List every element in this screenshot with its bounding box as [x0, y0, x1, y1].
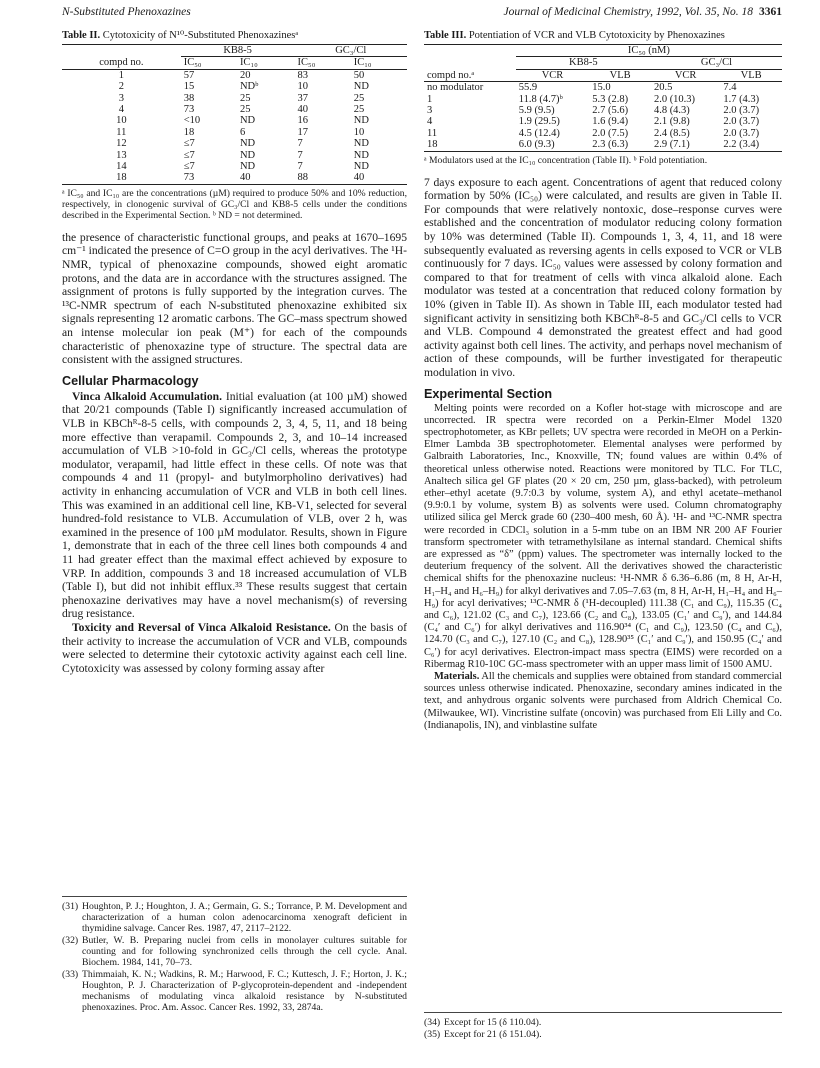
table-cell: 6.0 (9.3): [516, 139, 590, 151]
table-cell: 50: [353, 69, 365, 81]
table3-group-gc3cl: GC₃/Cl: [651, 57, 782, 69]
table-row: [424, 139, 782, 151]
table-cell: 2.0 (10.3): [653, 93, 696, 105]
running-head-left: N-Substituted Phenoxazines: [62, 6, 191, 18]
table3-col-kb-vlb: VLB: [589, 69, 651, 81]
table-cell: 88: [295, 172, 351, 184]
runin-materials: Materials.: [434, 671, 480, 683]
table-cell: 2.1 (9.8): [653, 116, 690, 128]
table-cell: 17: [297, 126, 309, 138]
table-cell: 15.0: [592, 82, 611, 94]
table-cell: NDᵇ: [239, 81, 259, 93]
table-cell: 83: [297, 69, 309, 81]
table-cell: 4.5 (12.4): [518, 127, 560, 139]
table2-label: Table II.: [62, 30, 101, 41]
table-cell: 2.0 (3.7): [723, 116, 760, 128]
toxicity-text: On the basis of their activity to increase the accumulation of VCR and VLB, compounds were selected to determine their cytotoxic activity against each cell line. Cytotoxicity was assessed by colony forming assay after: [62, 620, 407, 675]
table-cell: 1.9 (29.5): [518, 116, 560, 128]
vinca-text: Initial evaluation (at 100 µM) showed that 20/21 compounds (Table I) significantly increased accumulation of VLB in KBChᴿ-8-5 cells, with compounds 2, 3, 4, 5, 11, and 18 being more effective than verapamil. Compounds 2, 3, and 10–14 increased accumulation of VLB >10-fold in GC₃/Cl cells, whereas the prototype modulator, verapamil, had little effect in these cells. Of note was that compounds 4 and 11 (propyl- and butylmorpholino derivatives) had activity in enhancing accumulation of VCR and VLB in both cell lines. This was examined in an additional cell line, KB-V1, selected for several hundred-fold resistance to VLB. Accumulation of VLB, over 2 h, was examined in the presence of 100 µM modulator. Results, shown in Figure 1, demonstrate that in each of the three cell lines both compounds 4 and 11 had greater effect than the maximal effect achieved by exposure to VRP. In addition, compounds 3 and 18 increased accumulation of VLB (Table I), but did not inhibit efflux.³³ These results suggest that certain phenoxazine derivatives may have a novel mechanism(s) of reversing drug resistance.: [62, 389, 407, 621]
table-cell: 2.4 (8.5): [653, 127, 690, 139]
table-cell: ND: [239, 138, 256, 150]
table-cell: 40: [351, 172, 407, 184]
table-cell: ND: [239, 161, 256, 173]
table-cell: 4.8 (4.3): [653, 105, 690, 117]
table-cell: <10: [183, 115, 201, 127]
left-para-vinca: [62, 390, 407, 621]
table2: [62, 44, 407, 185]
table-row: [424, 94, 782, 105]
table-cell: 25: [353, 92, 365, 104]
table-cell: ≤7: [183, 138, 195, 150]
table-cell: 1: [427, 93, 433, 105]
table-cell: 11: [427, 127, 438, 139]
table-row: [62, 127, 407, 138]
table-cell: 18: [424, 139, 516, 151]
table-cell: 7: [297, 161, 303, 173]
table-cell: 1.7 (4.3): [723, 93, 760, 105]
table-row: [62, 115, 407, 126]
table-cell: ND: [239, 115, 256, 127]
table-row: [62, 104, 407, 115]
table3-top-header: IC₅₀ (nM): [516, 45, 782, 57]
left-column: [62, 30, 407, 675]
table-cell: ND: [353, 138, 369, 150]
table-cell: 37: [297, 92, 309, 104]
table-cell: 15: [183, 81, 195, 93]
table-cell: 4: [427, 116, 433, 128]
runin-toxicity: Toxicity and Reversal of Vinca Alkaloid Resistance.: [72, 620, 331, 634]
table-cell: 57: [183, 69, 195, 81]
table-cell: 13: [116, 149, 127, 161]
references-right: [424, 1012, 782, 1041]
table-cell: 11.8 (4.7)ᵇ: [518, 93, 563, 105]
table-cell: 14: [116, 161, 127, 173]
table-cell: 2.0 (3.7): [723, 105, 760, 117]
running-head: [62, 6, 782, 22]
table2-group-kb85: KB8-5: [181, 45, 295, 57]
table-row: [62, 161, 407, 172]
table-cell: 20: [239, 69, 251, 81]
right-para-results: 7 days exposure to each agent. Concentrations of agent that reduced colony formation by 50% (IC₅₀) were calculated, and results are given in Table II. For compounds that were relatively nontoxic, dose–response curves were established and the concentration of modulator reducing colony formation by 10% was determined (Table II). Compounds 1, 3, 4, 11, and 18 were subsequently evaluated as reversing agents in cells exposed to VCR or VLB continuously for 7 days. IC₅₀ values were assessed by colony formation and compared to that for treatment of cells with vinca alkaloid alone. Each modulator was tested at a concentration that reduced colony formation by 10% (given in Table II). As shown in Table III, each modulator tested had significant activity in sensitizing both KBChᴿ-8-5 and GC₃/Cl cells to VCR and VLB. Compound 4 demonstrated the greatest effect and had good activity against both cell lines. The activity, and perhaps novel mechanism of action of these compounds, will be further investigated for therapeutic modulation in vivo.: [424, 175, 782, 379]
table-cell: 12: [116, 138, 127, 150]
table-cell: 7: [297, 149, 303, 161]
reference-item: (31) Houghton, P. J.; Houghton, J. A.; Germain, G. S.; Torrance, P. M. Development and characterization of a human colon adenocarcinoma xenograft deficient in thymidine salvage. Cancer Res. 1987, 47, 2117–2122.: [62, 901, 407, 934]
table-cell: 18: [62, 172, 181, 184]
table-cell: 2.0 (3.7): [723, 127, 760, 139]
table-row: [424, 105, 782, 116]
table-cell: 7: [297, 138, 303, 150]
table-cell: no modulator: [427, 82, 484, 94]
table-cell: 7.4: [723, 82, 737, 94]
table3-label: Table III.: [424, 30, 467, 41]
page-number: 3361: [759, 6, 782, 18]
table3-col-kb-vcr: VCR: [516, 69, 590, 81]
table2-col-kb-ic10: IC₁₀: [237, 57, 295, 69]
materials-text: All the chemicals and supplies were obtained from standard commercial sources unless otherwise indicated. Phenoxazine, secondary amines indicated in the text, and anhydrous organic solvents were purchased from Aldrich Chemical Co. (Milwaukee, WI). Vincristine sulfate (oncovin) was purchased from Eli Lilly and Co. (Indianapolis, IN), and vinblastine sulfate: [424, 671, 782, 731]
table-cell: 40: [297, 104, 309, 116]
table-cell: ≤7: [183, 161, 195, 173]
table-cell: 2.9 (7.1): [651, 139, 720, 151]
table3-body: [424, 82, 782, 151]
table3-group-kb85: KB8-5: [516, 57, 651, 69]
reference-item: (34) Except for 15 (δ 110.04).: [424, 1017, 542, 1028]
table-cell: 20.5: [653, 82, 673, 94]
table-cell: 25: [239, 104, 251, 116]
table-row: [62, 81, 407, 92]
table3-col-compd: compd no.ᵃ: [424, 69, 516, 81]
right-para-materials: [424, 671, 782, 732]
right-para-experimental: Melting points were recorded on a Kofler hot-stage with microscope and are uncorrected. IR spectra were recorded on a Perkin-Elmer Model 1320 spectrophotometer, as KBr pellets; UV spectra were recorded in MeOH on a Perkin-Elmer Lambda 3B spectrophotometer. Elemental analyses were performed by Galbraith Laboratories, Inc., Knoxville, TN; found values are within 0.4% of theoretical unless otherwise noted. Reactions were monitored by TLC. For TLC, Analtech silica gel GF plates (20 × 20 cm, 250 µm, glass-backed), with petroleum ether–ethyl acetate (9.7:0.3 by volume, system A), and ethyl acetate–methanol (9.9:0.1 by volume, system B) as solvents were used. Column chromatography utilized silica gel Merck grade 60 (230–400 mesh, 60 Å). ¹H- and ¹³C-NMR spectra were recorded in CDCl₃ solution in a 5-mm tube on an IBM NR 200 AF Fourier transform spectrometer with tetramethylsilane as internal standard. Chemical shifts are expressed as “δ” (ppm) values. The spectrometer was internally locked to the deuterium frequency of the solvent. All the derivatives showed the characteristic chemical shifts for the phenoxazine nucleus: ¹H-NMR δ 6.36–6.86 (m, 8 H, Ar-H, H₁–H₄ and H₆–H₉) for alkyl derivatives and 7.05–7.63 (m, 8 H, Ar-H, H₁–H₄ and H₆–H₉) for acyl derivatives; ¹³C-NMR δ (¹H-decoupled) 111.38 (C₁ and C₉), 115.35 (C₄ and C₆), 121.02 (C₃ and C₇), 123.66 (C₂ and C₈), 133.05 (C₁′ and C₉′), and 144.84 (C₄′ and C₆′) for alkyl derivatives and 116.90³⁴ (C₁ and C₉), 123.50 (C₄ and C₆), 124.70 (C₃ and C₇), 127.10 (C₂ and C₈), 128.90³⁵ (C₁′ and C₉′), and 150.95 (C₄′ and C₆′) for acyl derivatives. Electron-impact mass spectra (EIMS) were recorded on a Ribermag R10-10C GC-mass spectrometer with an upper mass limit of 1500 AMU.: [424, 402, 782, 670]
table-cell: 73: [181, 172, 237, 184]
table-cell: 2.7 (5.6): [592, 105, 629, 117]
table-cell: ND: [353, 115, 369, 127]
table2-col-kb-ic50: IC₅₀: [181, 57, 237, 69]
table-cell: 16: [297, 115, 309, 127]
table-cell: 18: [183, 126, 195, 138]
table-row: [62, 150, 407, 161]
right-column: [424, 30, 782, 732]
table3-title: Potentiation of VCR and VLB Cytotoxicity by Phenoxazines: [468, 30, 725, 41]
table-cell: 5.9 (9.5): [518, 105, 555, 117]
table-cell: 25: [239, 92, 251, 104]
table-row: [62, 138, 407, 149]
table3-footnote: ᵃ Modulators used at the IC₁₀ concentration (Table II). ᵇ Fold potentiation.: [424, 154, 708, 166]
reference-item: (35) Except for 21 (δ 151.04).: [424, 1029, 542, 1040]
table-cell: 55.9: [518, 82, 538, 94]
table3-col-gc-vlb: VLB: [720, 69, 782, 81]
table-cell: ND: [239, 149, 256, 161]
table-row: [62, 93, 407, 104]
table-cell: ND: [353, 81, 369, 93]
table-row: [424, 82, 782, 94]
table2-col-compd: compd no.: [62, 57, 181, 69]
table-cell: 4: [118, 104, 124, 116]
table-cell: ND: [353, 161, 369, 173]
table2-title: Cytotoxicity of N¹⁰-Substituted Phenoxazinesᵃ: [102, 30, 299, 41]
table-cell: 38: [183, 92, 195, 104]
table-cell: 5.3 (2.8): [592, 93, 629, 105]
table-cell: 1: [118, 69, 124, 81]
table2-col-gc-ic10: IC₁₀: [351, 57, 407, 69]
table-cell: 2.0 (7.5): [592, 127, 629, 139]
table2-footnote: ᵃ IC₅₀ and IC₁₀ are the concentrations (µM) required to produce 50% and 10% reduction, respectively, in clonogenic survival of GC₃/Cl and KB8-5 cells under the conditions described in the Experimental Section. ᵇ ND = not determined.: [62, 187, 407, 221]
table-cell: 11: [116, 126, 127, 138]
left-para-spectra: the presence of characteristic functional groups, and peaks at 1670–1695 cm⁻¹ indicated the presence of C=O group in the acyl derivatives. The ¹H-NMR, typical of phenoxazine compounds, showed eight aromatic protons, and the data are in accordance with the structures assigned. The assignment of protons is fully supported by the integration curves. The ¹³C-NMR spectrum of each N-substituted phenoxazine exhibited six signals representing 12 aromatic carbons. The GC–mass spectrum showed an intense molecular ion peak (M⁺) for each of the compounds characteristic of phenoxazine type of structure. The spectral data are consistent with the assigned structures.: [62, 230, 407, 367]
table-cell: 40: [237, 172, 295, 184]
table3: [424, 44, 782, 152]
table-cell: 10: [116, 115, 127, 127]
heading-cellular-pharmacology: Cellular Pharmacology: [62, 373, 199, 388]
runin-vinca: Vinca Alkaloid Accumulation.: [72, 389, 222, 403]
table-cell: 3: [118, 92, 124, 104]
journal-citation: Journal of Medicinal Chemistry, 1992, Vol. 35, No. 18: [503, 6, 753, 18]
table2-group-gc3cl: GC₃/Cl: [295, 45, 407, 57]
table2-col-gc-ic50: IC₅₀: [295, 57, 351, 69]
table3-col-gc-vcr: VCR: [651, 69, 720, 81]
table-cell: ≤7: [183, 149, 195, 161]
reference-item: (33) Thimmaiah, K. N.; Wadkins, R. M.; Harwood, F. C.; Kuttesch, J. F.; Horton, J. K.; Houghton, P. J. Characterization of P-glycoprotein-dependent and -independent mechanisms of modulating vinca alkaloid resistance by N-substituted phenoxazines. Proc. Am. Assoc. Cancer Res. 1992, 33, 2874a.: [62, 969, 407, 1013]
running-head-right: [504, 6, 782, 18]
table-cell: 2.2 (3.4): [720, 139, 782, 151]
table2-caption: [62, 30, 407, 42]
table-cell: 10: [297, 81, 309, 93]
table-row: [424, 128, 782, 139]
heading-experimental-section: Experimental Section: [424, 386, 553, 401]
table-cell: 10: [353, 126, 365, 138]
table-cell: 6: [239, 126, 246, 138]
table-cell: ND: [353, 149, 369, 161]
table-row: [62, 69, 407, 81]
table3-caption: [424, 30, 782, 42]
references-left: [62, 896, 407, 1014]
table2-body: [62, 69, 407, 184]
table-cell: 2: [118, 81, 124, 93]
table-cell: 2.3 (6.3): [589, 139, 651, 151]
table-cell: 25: [353, 104, 365, 116]
left-para-toxicity: [62, 621, 407, 675]
table-cell: 73: [183, 104, 195, 116]
table-cell: 3: [427, 105, 433, 117]
table-cell: 1.6 (9.4): [592, 116, 629, 128]
reference-item: (32) Butler, W. B. Preparing nuclei from cells in monolayer cultures suitable for counting and for following synchronized cells through the cell cycle. Anal. Biochem. 1984, 141, 70–73.: [62, 935, 407, 968]
table-row: [62, 172, 407, 184]
table-row: [424, 116, 782, 127]
